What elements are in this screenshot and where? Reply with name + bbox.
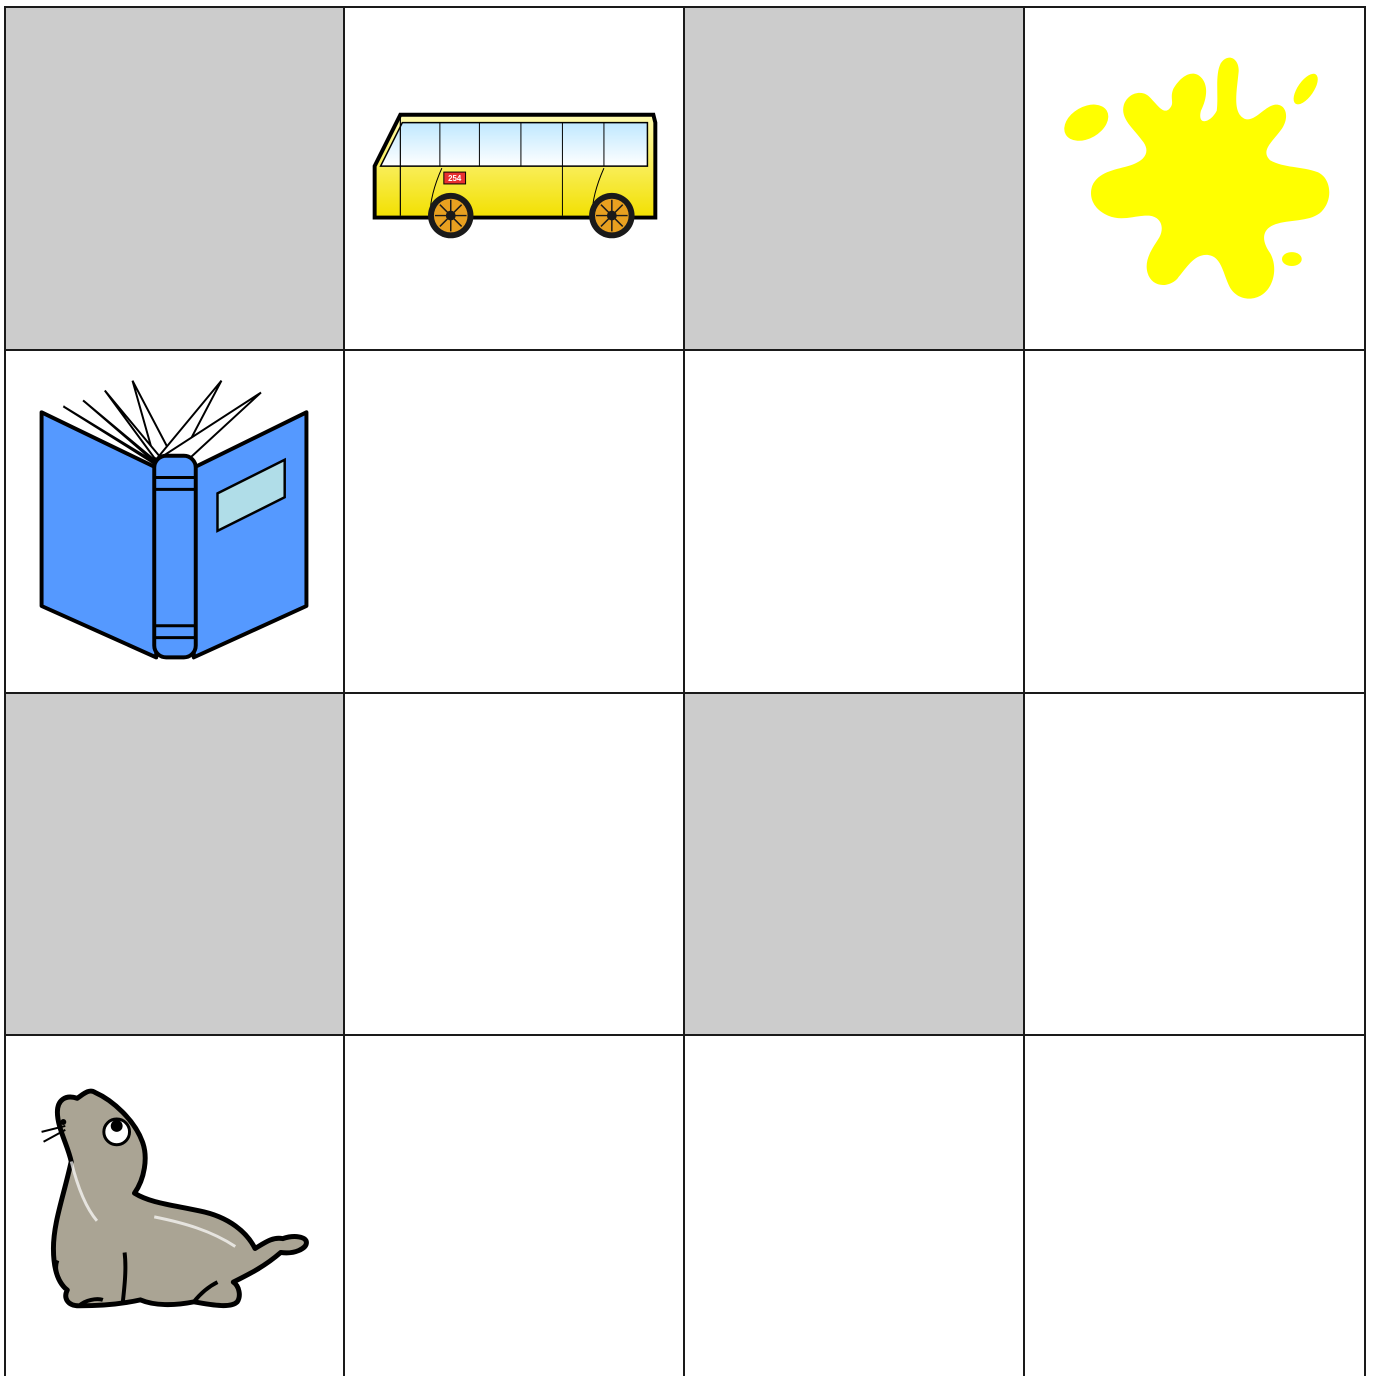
cell-r3-c1[interactable] (343, 1034, 685, 1376)
cell-r3-c2[interactable] (683, 1034, 1025, 1376)
cell-r1-c0[interactable] (4, 349, 345, 694)
cell-r1-c2[interactable] (683, 349, 1025, 694)
cell-r0-c3[interactable] (1023, 6, 1366, 352)
rear-wheel (589, 193, 634, 238)
cell-r2-c3[interactable] (1023, 692, 1366, 1036)
cell-r3-c3[interactable] (1023, 1034, 1366, 1376)
paint-splat-icon (1025, 8, 1364, 350)
cell-r0-c1[interactable] (343, 6, 685, 352)
cell-r2-c2[interactable] (683, 692, 1025, 1036)
game-board (4, 6, 1366, 1374)
bus-number-label: 254 (448, 173, 462, 183)
cell-r1-c3[interactable] (1023, 349, 1366, 694)
cell-r1-c1[interactable] (343, 349, 685, 694)
cell-r2-c0[interactable] (4, 692, 345, 1036)
bus-icon (345, 8, 683, 350)
book-icon (6, 351, 343, 692)
front-wheel (428, 193, 473, 238)
cell-r2-c1[interactable] (343, 692, 685, 1036)
cell-r0-c2[interactable] (683, 6, 1025, 352)
cell-r3-c0[interactable] (4, 1034, 345, 1376)
cell-r0-c0[interactable] (4, 6, 345, 352)
seal-icon (6, 1036, 343, 1376)
